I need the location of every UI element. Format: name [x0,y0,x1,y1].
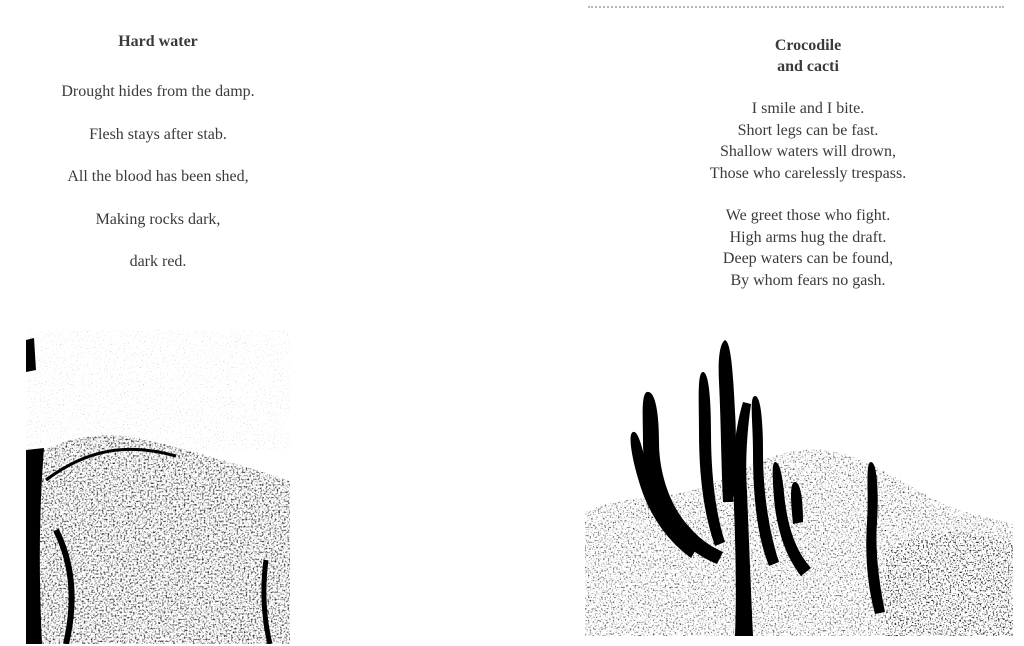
poem-line: All the blood has been shed, [67,168,249,185]
poem-line: I smile and I bite. [751,100,865,117]
poem-line: dark red. [129,253,187,270]
poem-line: High arms hug the draft. [729,228,887,246]
poem-line: Shallow waters will drown, [720,143,896,160]
poem-line: Drought hides from the damp. [61,83,255,100]
dotted-divider [588,6,1004,8]
poem-stanza [588,98,1024,184]
poem-hard-water [30,30,286,272]
rocks-photo [26,330,290,644]
poem-line: We greet those who fight. [725,207,891,224]
poem-crocodile-and-cacti [588,35,1024,291]
poem-line: Flesh stays after stab. [89,125,227,143]
cactus-photo [585,332,1013,636]
poem-body [30,82,286,272]
poem-stanza [588,205,1024,291]
poem-line: Making rocks dark, [95,210,221,228]
poem-line: Those who carelessly trespass. [709,164,907,182]
poem-title: Hard water [118,33,198,50]
poem-title: Crocodile [774,37,842,54]
poem-line: Deep waters can be found, [722,250,894,267]
poem-title: and cacti [777,58,839,75]
poem-line: By whom fears no gash. [730,271,886,289]
poem-line: Short legs can be fast. [737,121,879,139]
